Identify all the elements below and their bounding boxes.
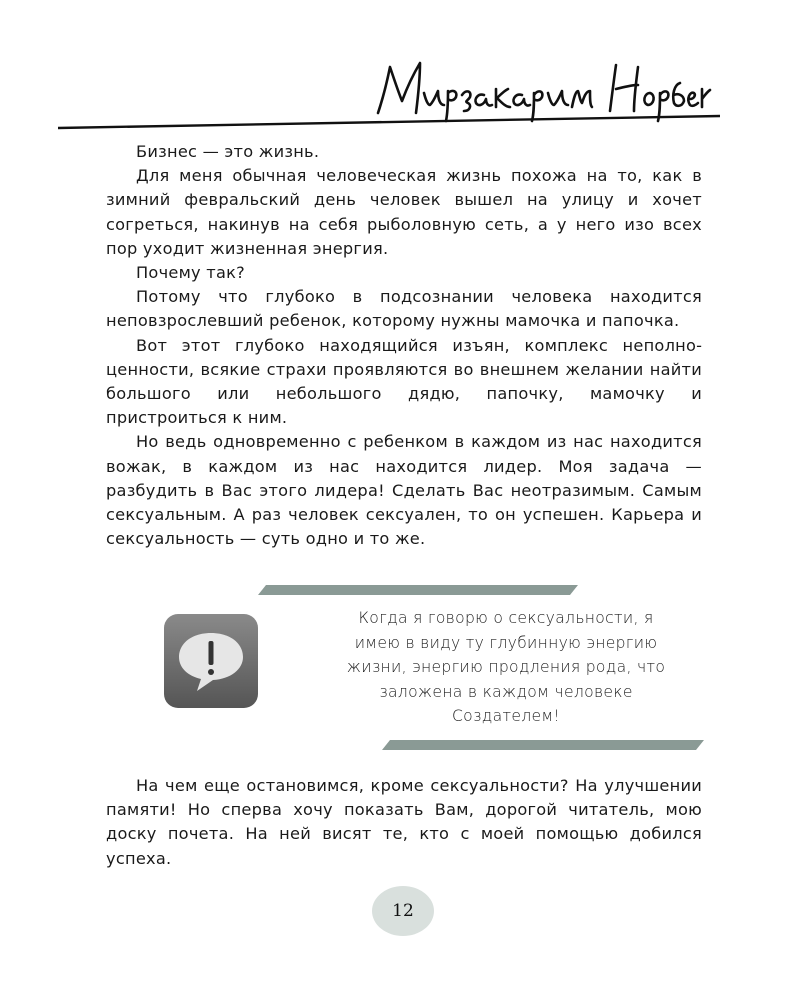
callout-line: Создателем! (451, 707, 560, 726)
callout-line: имею в виду ту глубинную энергию (354, 633, 658, 652)
callout-bar-bottom (382, 740, 704, 750)
page-number (372, 886, 434, 936)
callout-line: жизни, энергию продления рода, что (346, 658, 666, 677)
paragraph: Для меня обычная человеческая жизнь похожа на то, как в зимний февральский день человек вышел на улицу и хочет согреться, накинув на себя рыболовную сеть, а у него изо всех пор уходит жизненная энергия. (106, 166, 702, 258)
speech-bubble-exclamation-icon (163, 613, 259, 709)
callout-bar-top (258, 585, 578, 595)
paragraph: Потому что глубоко в подсознании человека находится неповзрослевший ребенок, которому нужны мамочка и папочка. (106, 287, 702, 331)
callout-text (300, 606, 712, 729)
paragraph: Бизнес — это жизнь. (136, 142, 320, 161)
page-number-label: 12 (392, 901, 414, 921)
paragraph: Почему так? (136, 263, 246, 283)
header-rule (58, 110, 720, 136)
paragraph: На чем еще остановимся, кроме сексуальности? На улучшении памяти! Но сперва хочу показать Вам, дорогой читатель, мою доску почета. На ней висят те, кто с моей помощью добился успеха. (106, 776, 702, 868)
callout-line: Когда я говорю о сексуальности, я (358, 609, 654, 627)
callout-line: заложена в каждом человеке (379, 682, 633, 701)
after-callout-text (106, 774, 702, 871)
paragraph: Но ведь одновременно с ребенком в каждом из нас находится вожак, в каждом из нас находится лидер. Моя задача — разбудить в Вас этого лидера! Сделать Вас неотразимым. Самым сексуальным. А раз человек сексуален, то он успешен. Карьера и сексуальность — суть одно и то же. (106, 432, 702, 549)
paragraph: Вот этот глубоко находящийся изъян, комплекс неполноценности, всякие страхи проявляются во внешнем желании найти большого или небольшого дядю, папочку, мамочку и пристроиться к ним. (106, 335, 702, 428)
main-text (106, 140, 702, 551)
